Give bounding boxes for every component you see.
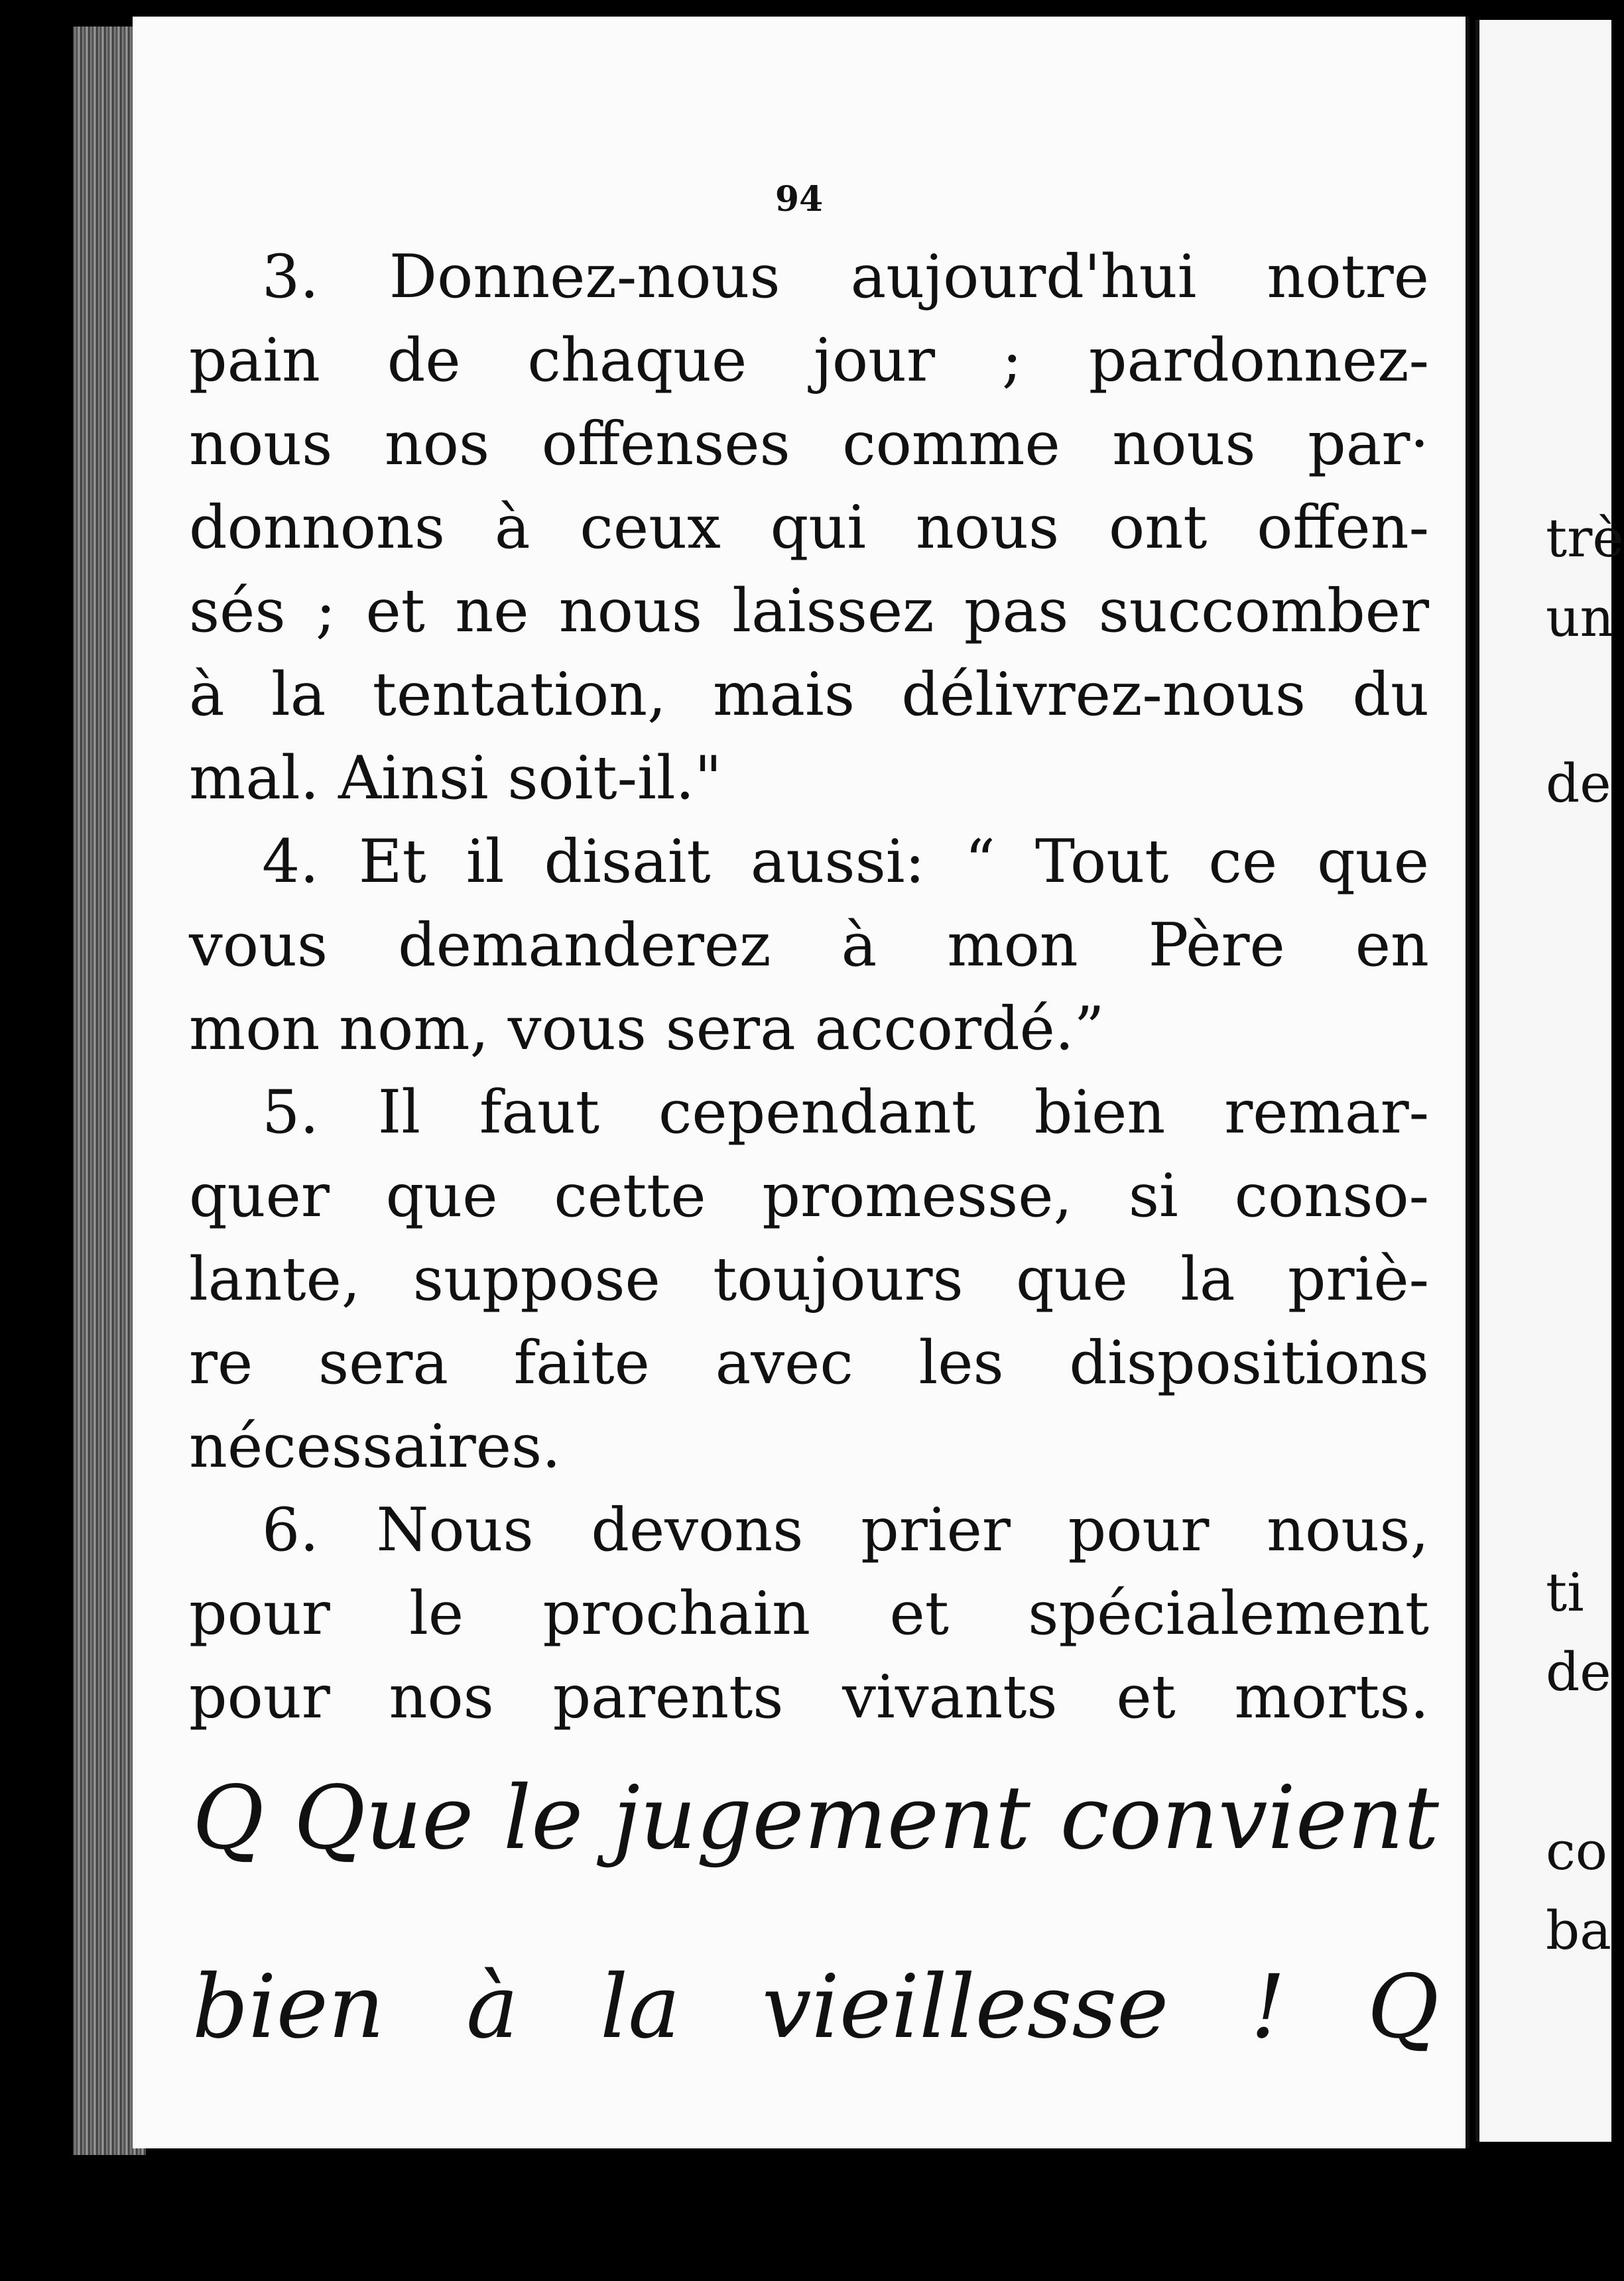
text-line: pour nos parents vivants et morts. [189, 1662, 1429, 1732]
handwriting-copy-lines [192, 1724, 1439, 2102]
text-line: mal. Ainsi soit-il." [189, 743, 722, 813]
text-line: quer que cette promesse, si conso- [189, 1161, 1429, 1231]
text-line: sés ; et ne nous laissez pas succomber [189, 576, 1429, 646]
cropped-fragment: ti [1546, 1562, 1584, 1623]
text-line: pour le prochain et spécialement [189, 1579, 1429, 1648]
text-line: nous nos offenses comme nous par· [189, 409, 1429, 479]
cropped-fragment: ba [1546, 1900, 1611, 1961]
page-number: 94 [775, 179, 824, 219]
text-line: 3. Donnez-nous aujourd'hui notre [262, 242, 1429, 312]
script-line: Q Que le jugement convient [192, 1767, 1439, 1869]
right-page-edge [1475, 20, 1624, 2142]
cropped-fragment: de [1546, 1641, 1611, 1703]
text-line: re sera faite avec les dispositions [189, 1328, 1429, 1398]
text-line: vous demanderez à mon Père en [189, 910, 1429, 980]
cropped-fragment: co [1546, 1820, 1607, 1882]
text-line: 4. Et il disait aussi: “ Tout ce que [262, 827, 1429, 896]
script-line: bien à la vieillesse ! Q [192, 1956, 1439, 2058]
text-line: pain de chaque jour ; pardonnez- [189, 326, 1429, 395]
text-line: 5. Il faut cependant bien remar- [262, 1078, 1429, 1147]
text-line: nécessaires. [189, 1412, 561, 1481]
text-line: donnons à ceux qui nous ont offen- [189, 493, 1429, 562]
cropped-fragment: trè [1546, 507, 1624, 569]
text-line: à la tentation, mais délivrez-nous du [189, 660, 1429, 729]
text-line: mon nom, vous sera accordé.” [189, 994, 1105, 1064]
text-line: lante, suppose toujours que la priè- [189, 1245, 1429, 1314]
cropped-fragment: un [1546, 587, 1615, 648]
cropped-fragment: de [1546, 753, 1611, 814]
text-line: 6. Nous devons prier pour nous, [262, 1495, 1429, 1565]
body-text [189, 235, 1429, 1739]
